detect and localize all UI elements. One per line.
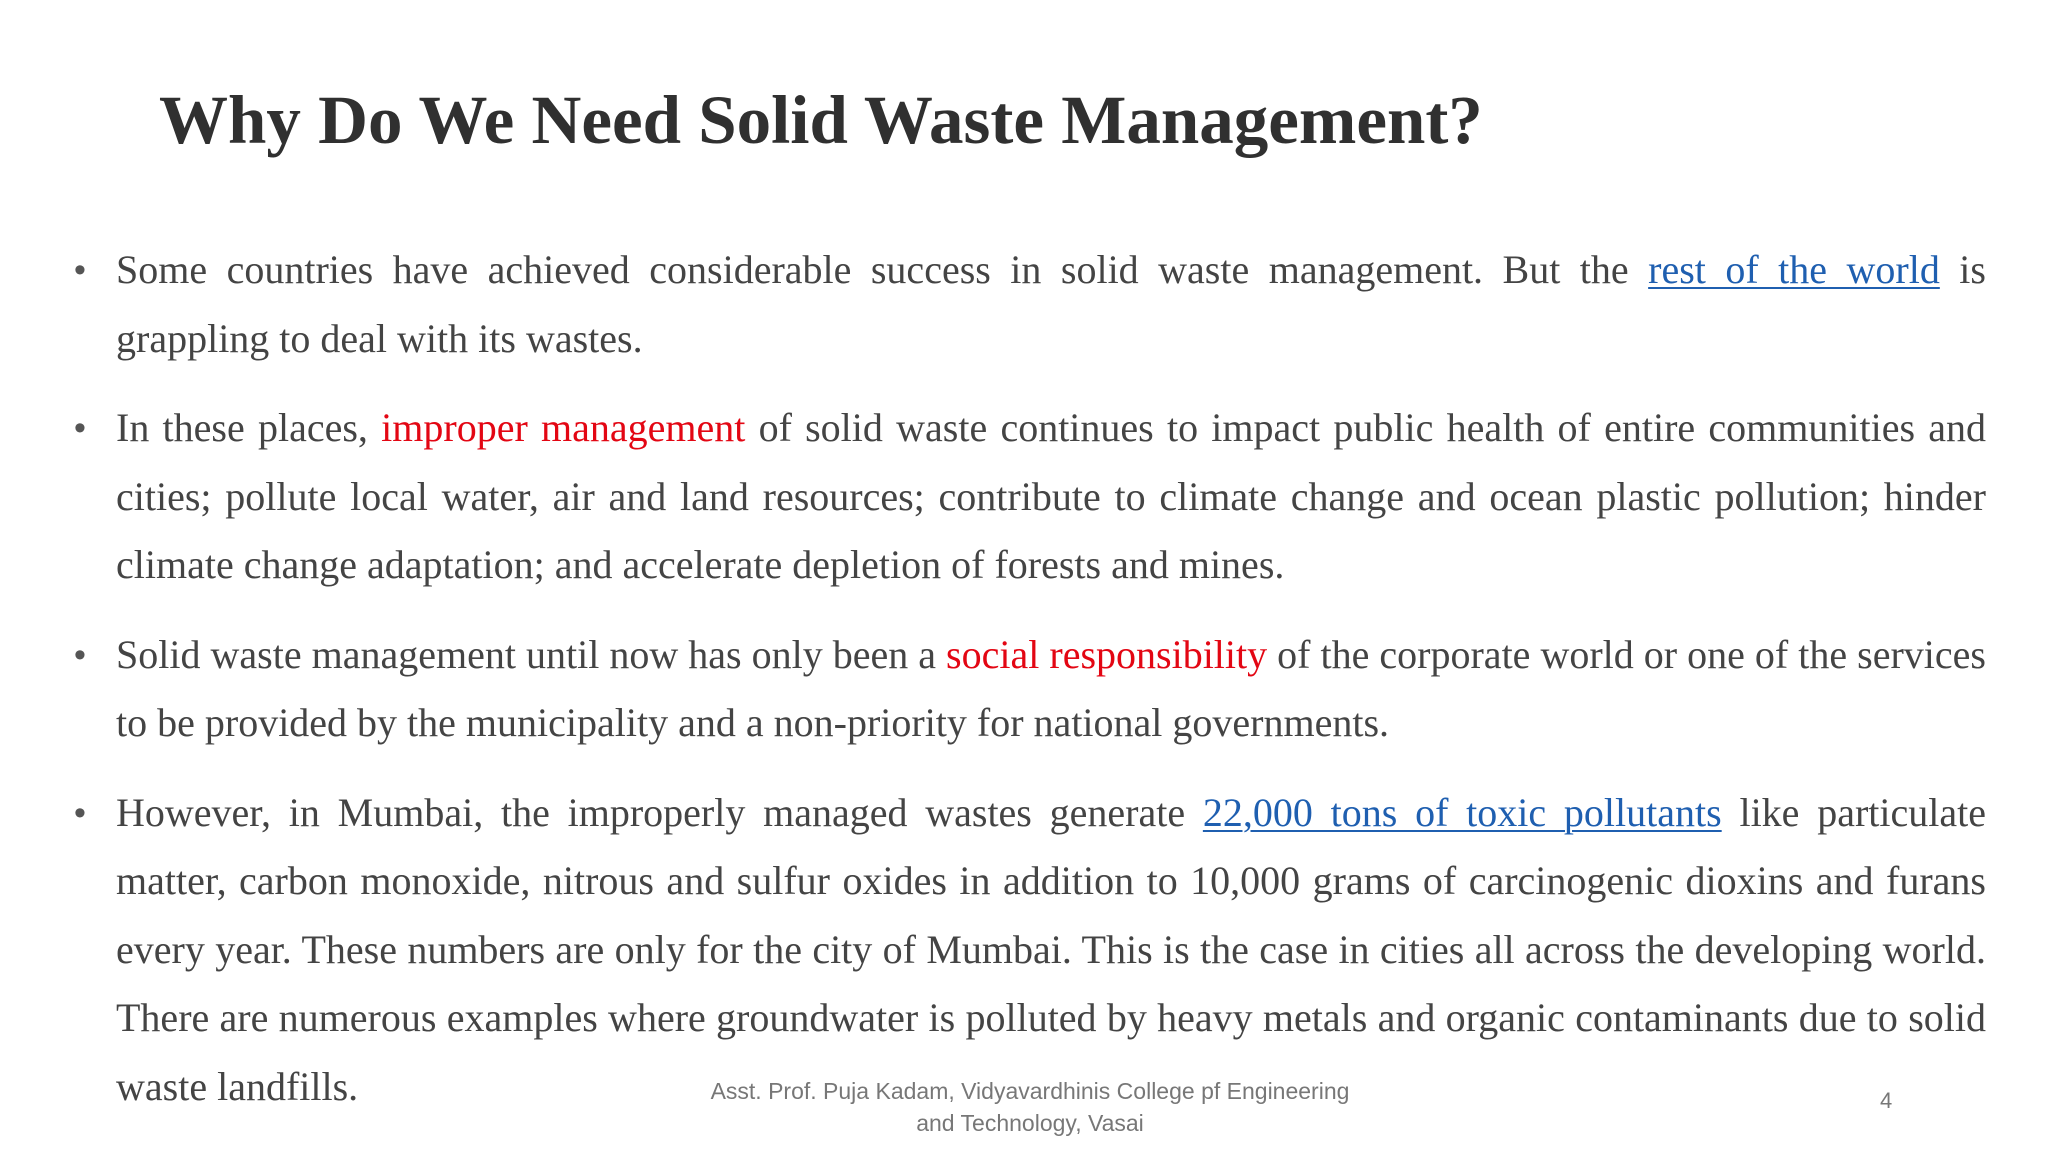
bullet-dot-icon: • (74, 409, 86, 447)
slide-title: Why Do We Need Solid Waste Management? (159, 82, 1483, 158)
bullet-dot-icon: • (74, 635, 86, 674)
bullet-list (72, 236, 1986, 1142)
bullet-text: of the corporate world or one of the services to be provided by the municipality and a non-priority for national governments. (116, 631, 1986, 745)
highlight-improper-management: improper management (381, 405, 746, 450)
page-number: 4 (1880, 1088, 1893, 1113)
bullet-text: In these places, (116, 405, 382, 450)
footer-line-1: Asst. Prof. Puja Kadam, Vidyavardhinis College pf Engineering (710, 1078, 1350, 1104)
slide-footer (700, 1075, 1360, 1139)
bullet-dot-icon: • (74, 251, 86, 289)
bullet-text: Some countries have achieved considerable success in solid waste management. But the (116, 247, 1649, 292)
highlight-social-responsibility: social responsibility (946, 631, 1268, 677)
bullet-text: of solid waste continues to impact public health of entire communities and cities; pollute local water, air and land resources; contribute to climate change and ocean plastic pollution; hinder climate change adaptation; and accelerate depletion of forests and mines. (116, 405, 1986, 587)
toxic-pollutants-link[interactable]: 22,000 tons of toxic pollutants (1202, 789, 1722, 835)
bullet-text: like particulate matter, carbon monoxide, nitrous and sulfur oxides in addition to 10,000 grams of carcinogenic dioxins and furans every year. These numbers are only for the city of Mumbai. This is the case in cities all across the developing world. There are numerous examples where groundwater is polluted by heavy metals and organic contaminants due to solid waste landfills. (116, 789, 1986, 1109)
bullet-text: However, in Mumbai, the improperly managed wastes generate (116, 789, 1203, 835)
bullet-text: Solid waste management until now has only been a (116, 631, 947, 677)
bullet-text: is grappling to deal with its wastes. (116, 247, 1986, 361)
bullet-dot-icon: • (74, 793, 86, 832)
bullet-item-1 (72, 236, 1986, 373)
bullet-item-2 (72, 394, 1986, 600)
bullet-item-3 (72, 621, 1986, 758)
footer-line-2: and Technology, Vasai (916, 1110, 1144, 1136)
rest-of-world-link[interactable]: rest of the world (1648, 247, 1940, 292)
bullet-item-4 (72, 779, 1986, 1122)
